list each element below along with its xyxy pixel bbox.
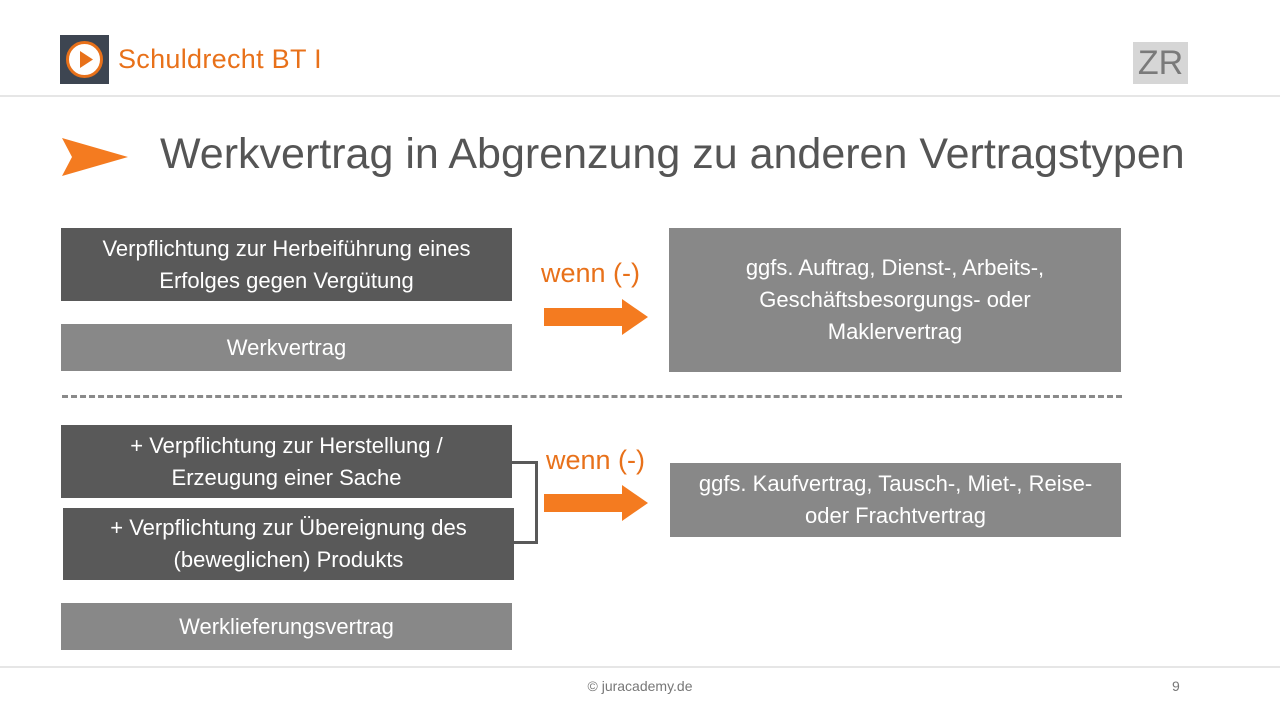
connector-label: wenn (-): [541, 258, 641, 288]
label-text: Werkvertrag: [226, 334, 347, 360]
section-divider: [62, 395, 1122, 398]
label-box-werkvertrag: [61, 324, 512, 371]
course-title: Schuldrecht BT I: [118, 44, 322, 74]
right-arrow-icon: [544, 485, 648, 526]
play-icon: [60, 35, 109, 84]
page-number: 9: [1172, 678, 1180, 694]
slide-title: Werkvertrag in Abgrenzung zu anderen Vertragstypen: [160, 130, 1185, 178]
footer-divider: [0, 666, 1280, 668]
logo: [60, 35, 109, 84]
connector-label: wenn (-): [546, 445, 646, 475]
condition-text: + Verpflichtung zur Übereignung des (beweglichen) Produkts: [110, 515, 467, 572]
copyright: © juracademy.de: [587, 678, 693, 694]
subject-badge: ZR: [1133, 42, 1188, 84]
header-divider: [0, 95, 1280, 97]
bracket: [512, 461, 538, 544]
right-arrow-icon: [544, 299, 648, 340]
label-box-werklieferungsvertrag: [61, 603, 512, 650]
title-arrow-icon: [62, 138, 128, 181]
condition-box-transfer: [63, 508, 514, 580]
alternative-text: ggfs. Auftrag, Dienst-, Arbeits-, Geschäftsbesorgungs- oder Maklervertrag: [745, 255, 1045, 344]
condition-box-manufacture: [61, 425, 512, 498]
condition-text: + Verpflichtung zur Herstellung / Erzeugung einer Sache: [130, 432, 443, 490]
alternative-box-1: [669, 228, 1121, 372]
label-text: Werklieferungsvertrag: [179, 613, 394, 639]
alternative-box-2: [670, 463, 1121, 537]
condition-text: Verpflichtung zur Herbeiführung eines Erfolges gegen Vergütung: [102, 235, 471, 293]
alternative-text: ggfs. Kaufvertrag, Tausch-, Miet-, Reise- oder Frachtvertrag: [698, 471, 1093, 528]
condition-box-success: [61, 228, 512, 301]
